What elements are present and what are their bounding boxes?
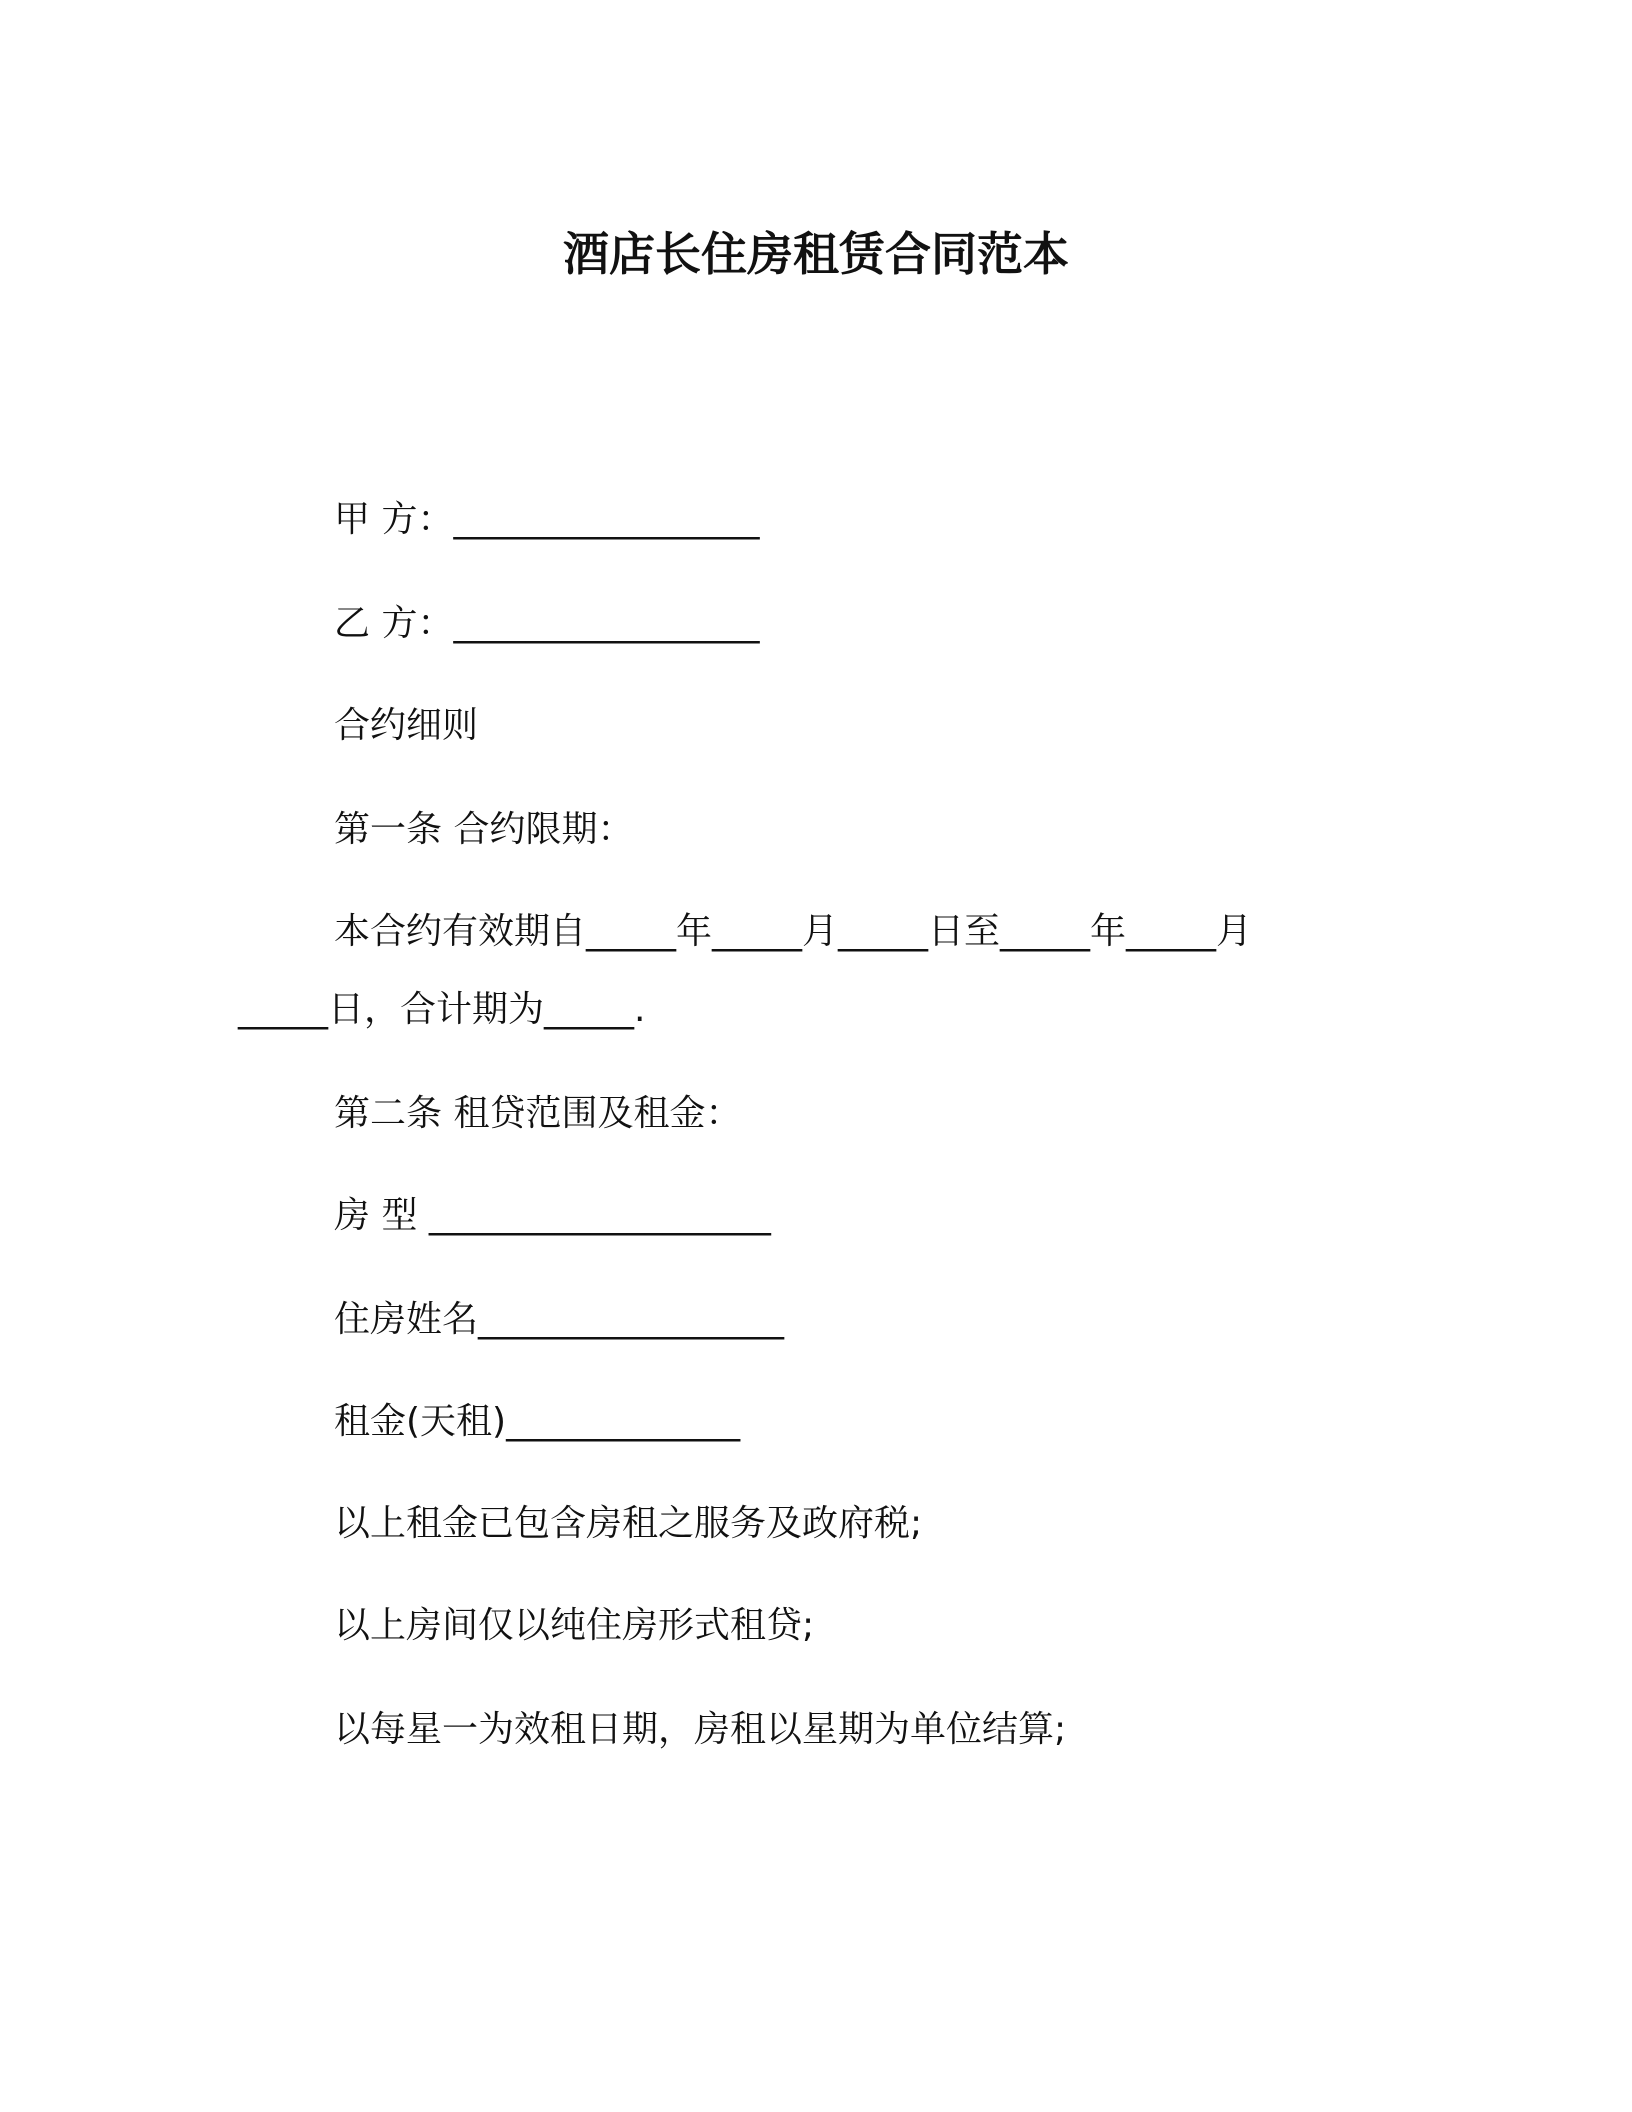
weekly-settlement-line: 以每星一为效租日期，房租以星期为单位结算; bbox=[334, 1709, 1067, 1750]
validity-period-continuation: _____日，合计期为_____. bbox=[238, 989, 646, 1030]
guest-name-line: 住房姓名_________________ bbox=[334, 1299, 785, 1340]
article-two-heading: 第二条 租贷范围及租金： bbox=[334, 1093, 742, 1134]
rent-includes-line: 以上租金已包含房租之服务及政府税; bbox=[334, 1503, 923, 1544]
daily-rent-line: 租金(天租)_____________ bbox=[334, 1401, 741, 1442]
contract-details-heading: 合约细则 bbox=[334, 705, 479, 746]
validity-period-line: 本合约有效期自_____年_____月_____日至_____年_____月 bbox=[334, 911, 1253, 952]
residential-only-line: 以上房间仅以纯住房形式租贷; bbox=[334, 1605, 815, 1646]
article-one-heading: 第一条 合约限期： bbox=[334, 809, 634, 850]
room-type-line: 房 型 ___________________ bbox=[334, 1195, 771, 1236]
document-title: 酒店长住房租赁合同范本 bbox=[563, 227, 1069, 281]
party-a-line: 甲 方：_________________ bbox=[334, 499, 760, 540]
party-b-line: 乙 方：_________________ bbox=[334, 603, 760, 644]
